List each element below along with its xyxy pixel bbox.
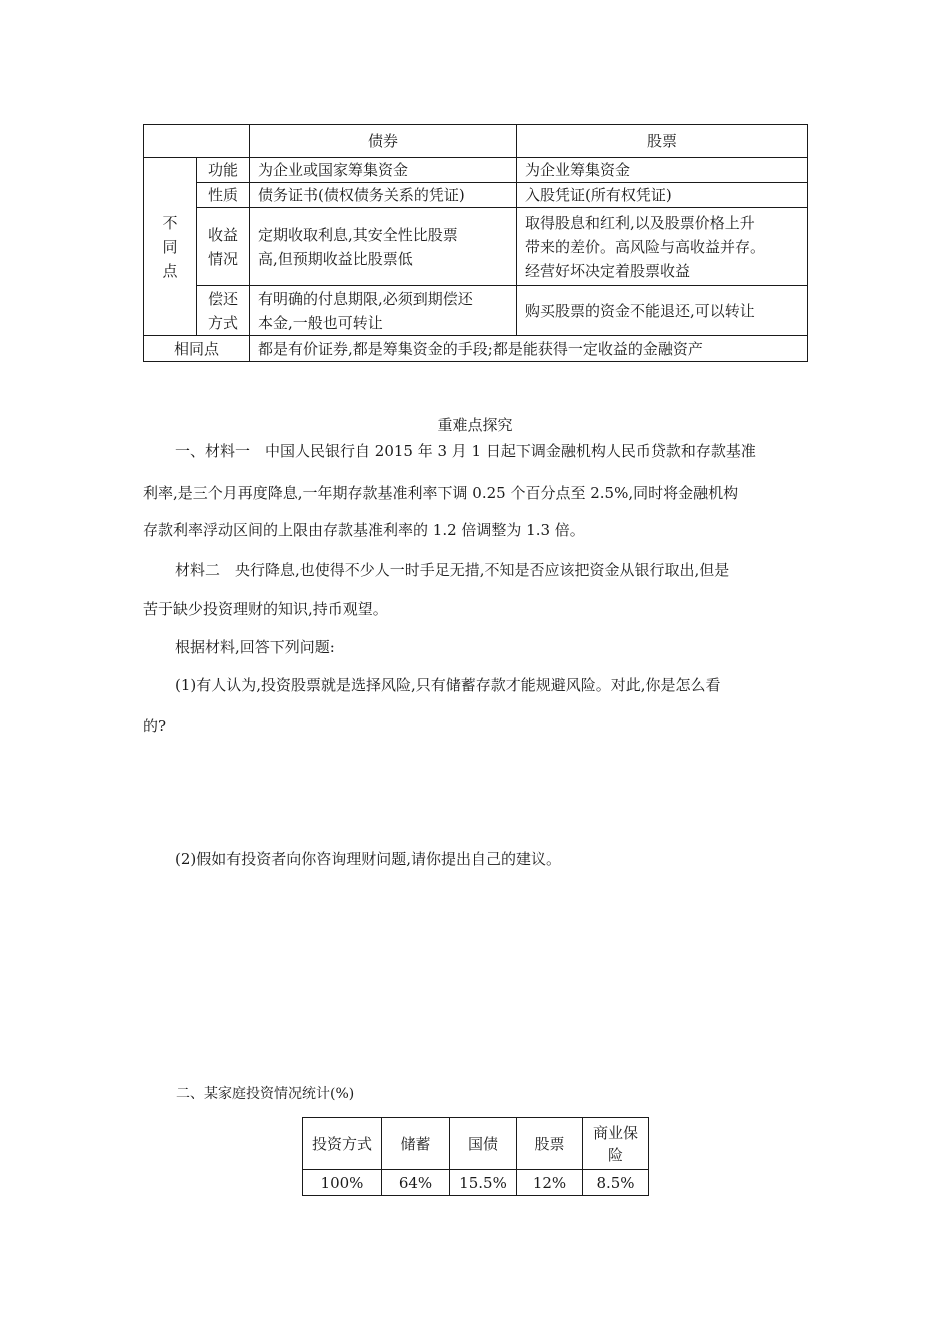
row-label-income: 收益 情况 [197,208,250,286]
header-bond: 债券 [250,125,517,158]
table-row [144,336,808,362]
question-1-line-1: (1)有人认为,投资股票就是选择风险,只有储蓄存款才能规避风险。对此,你是怎么看 [175,676,721,694]
bond-nature: 债务证书(债权债务关系的凭证) [250,183,517,208]
material-one-line-2: 利率,是三个月再度降息,一年期存款基准利率下调 0.25 个百分点至 2.5%,同时将金融机构 [143,484,739,502]
family-investment-table [302,1117,649,1196]
bond-income: 定期收取利息,其安全性比股票 高,但预期收益比股票低 [250,208,517,286]
material-two-line-1: 材料二 央行降息,也使得不少人一时手足无措,不知是否应该把资金从银行取出,但是 [175,561,730,579]
table-row [144,286,808,336]
stock-income: 取得股息和红利,以及股票价格上升 带来的差价。高风险与高收益并存。 经营好坏决定着股票收益 [517,208,808,286]
stock-nature: 入股凭证(所有权凭证) [517,183,808,208]
table-row [144,158,808,183]
instruction-text: 根据材料,回答下列问题: [175,638,335,656]
section-title: 重难点探究 [437,416,513,434]
table-row [144,183,808,208]
stats-value-treasury: 15.5% [450,1170,517,1196]
diff-group-label: 不 同 点 [144,158,197,336]
stats-header-treasury: 国债 [450,1118,517,1170]
stats-value-insurance: 8.5% [583,1170,649,1196]
same-label: 相同点 [144,336,250,362]
bond-stock-comparison-table [143,124,808,362]
row-label-repayment: 偿还 方式 [197,286,250,336]
stock-repayment: 购买股票的资金不能退还,可以转让 [517,286,808,336]
bond-function: 为企业或国家筹集资金 [250,158,517,183]
stock-function: 为企业筹集资金 [517,158,808,183]
question-1-line-2: 的? [143,717,167,735]
stats-header-insurance: 商业保 险 [583,1118,649,1170]
same-text: 都是有价证券,都是筹集资金的手段;都是能获得一定收益的金融资产 [250,336,808,362]
question-2: (2)假如有投资者向你咨询理财问题,请你提出自己的建议。 [175,850,562,868]
stats-value-row [303,1170,649,1196]
row-label-nature: 性质 [197,183,250,208]
stats-header-row [303,1118,649,1170]
material-one-line-3: 存款利率浮动区间的上限由存款基准利率的 1.2 倍调整为 1.3 倍。 [143,521,585,539]
stats-value-savings: 64% [382,1170,450,1196]
header-stock: 股票 [517,125,808,158]
stats-header-method: 投资方式 [303,1118,382,1170]
stats-header-stocks: 股票 [517,1118,583,1170]
material-two-line-2: 苦于缺少投资理财的知识,持币观望。 [143,600,388,618]
table-row [144,208,808,286]
stats-header-savings: 储蓄 [382,1118,450,1170]
bond-repayment: 有明确的付息期限,必须到期偿还 本金,一般也可转让 [250,286,517,336]
material-one-line-1: 一、材料一 中国人民银行自 2015 年 3 月 1 日起下调金融机构人民币贷款和存款基准 [175,442,756,460]
stats-value-stocks: 12% [517,1170,583,1196]
table-header-row [144,125,808,158]
stats-value-total: 100% [303,1170,382,1196]
stats-heading: 二、某家庭投资情况统计(%) [176,1086,355,1102]
row-label-function: 功能 [197,158,250,183]
header-corner-cell [144,125,250,158]
